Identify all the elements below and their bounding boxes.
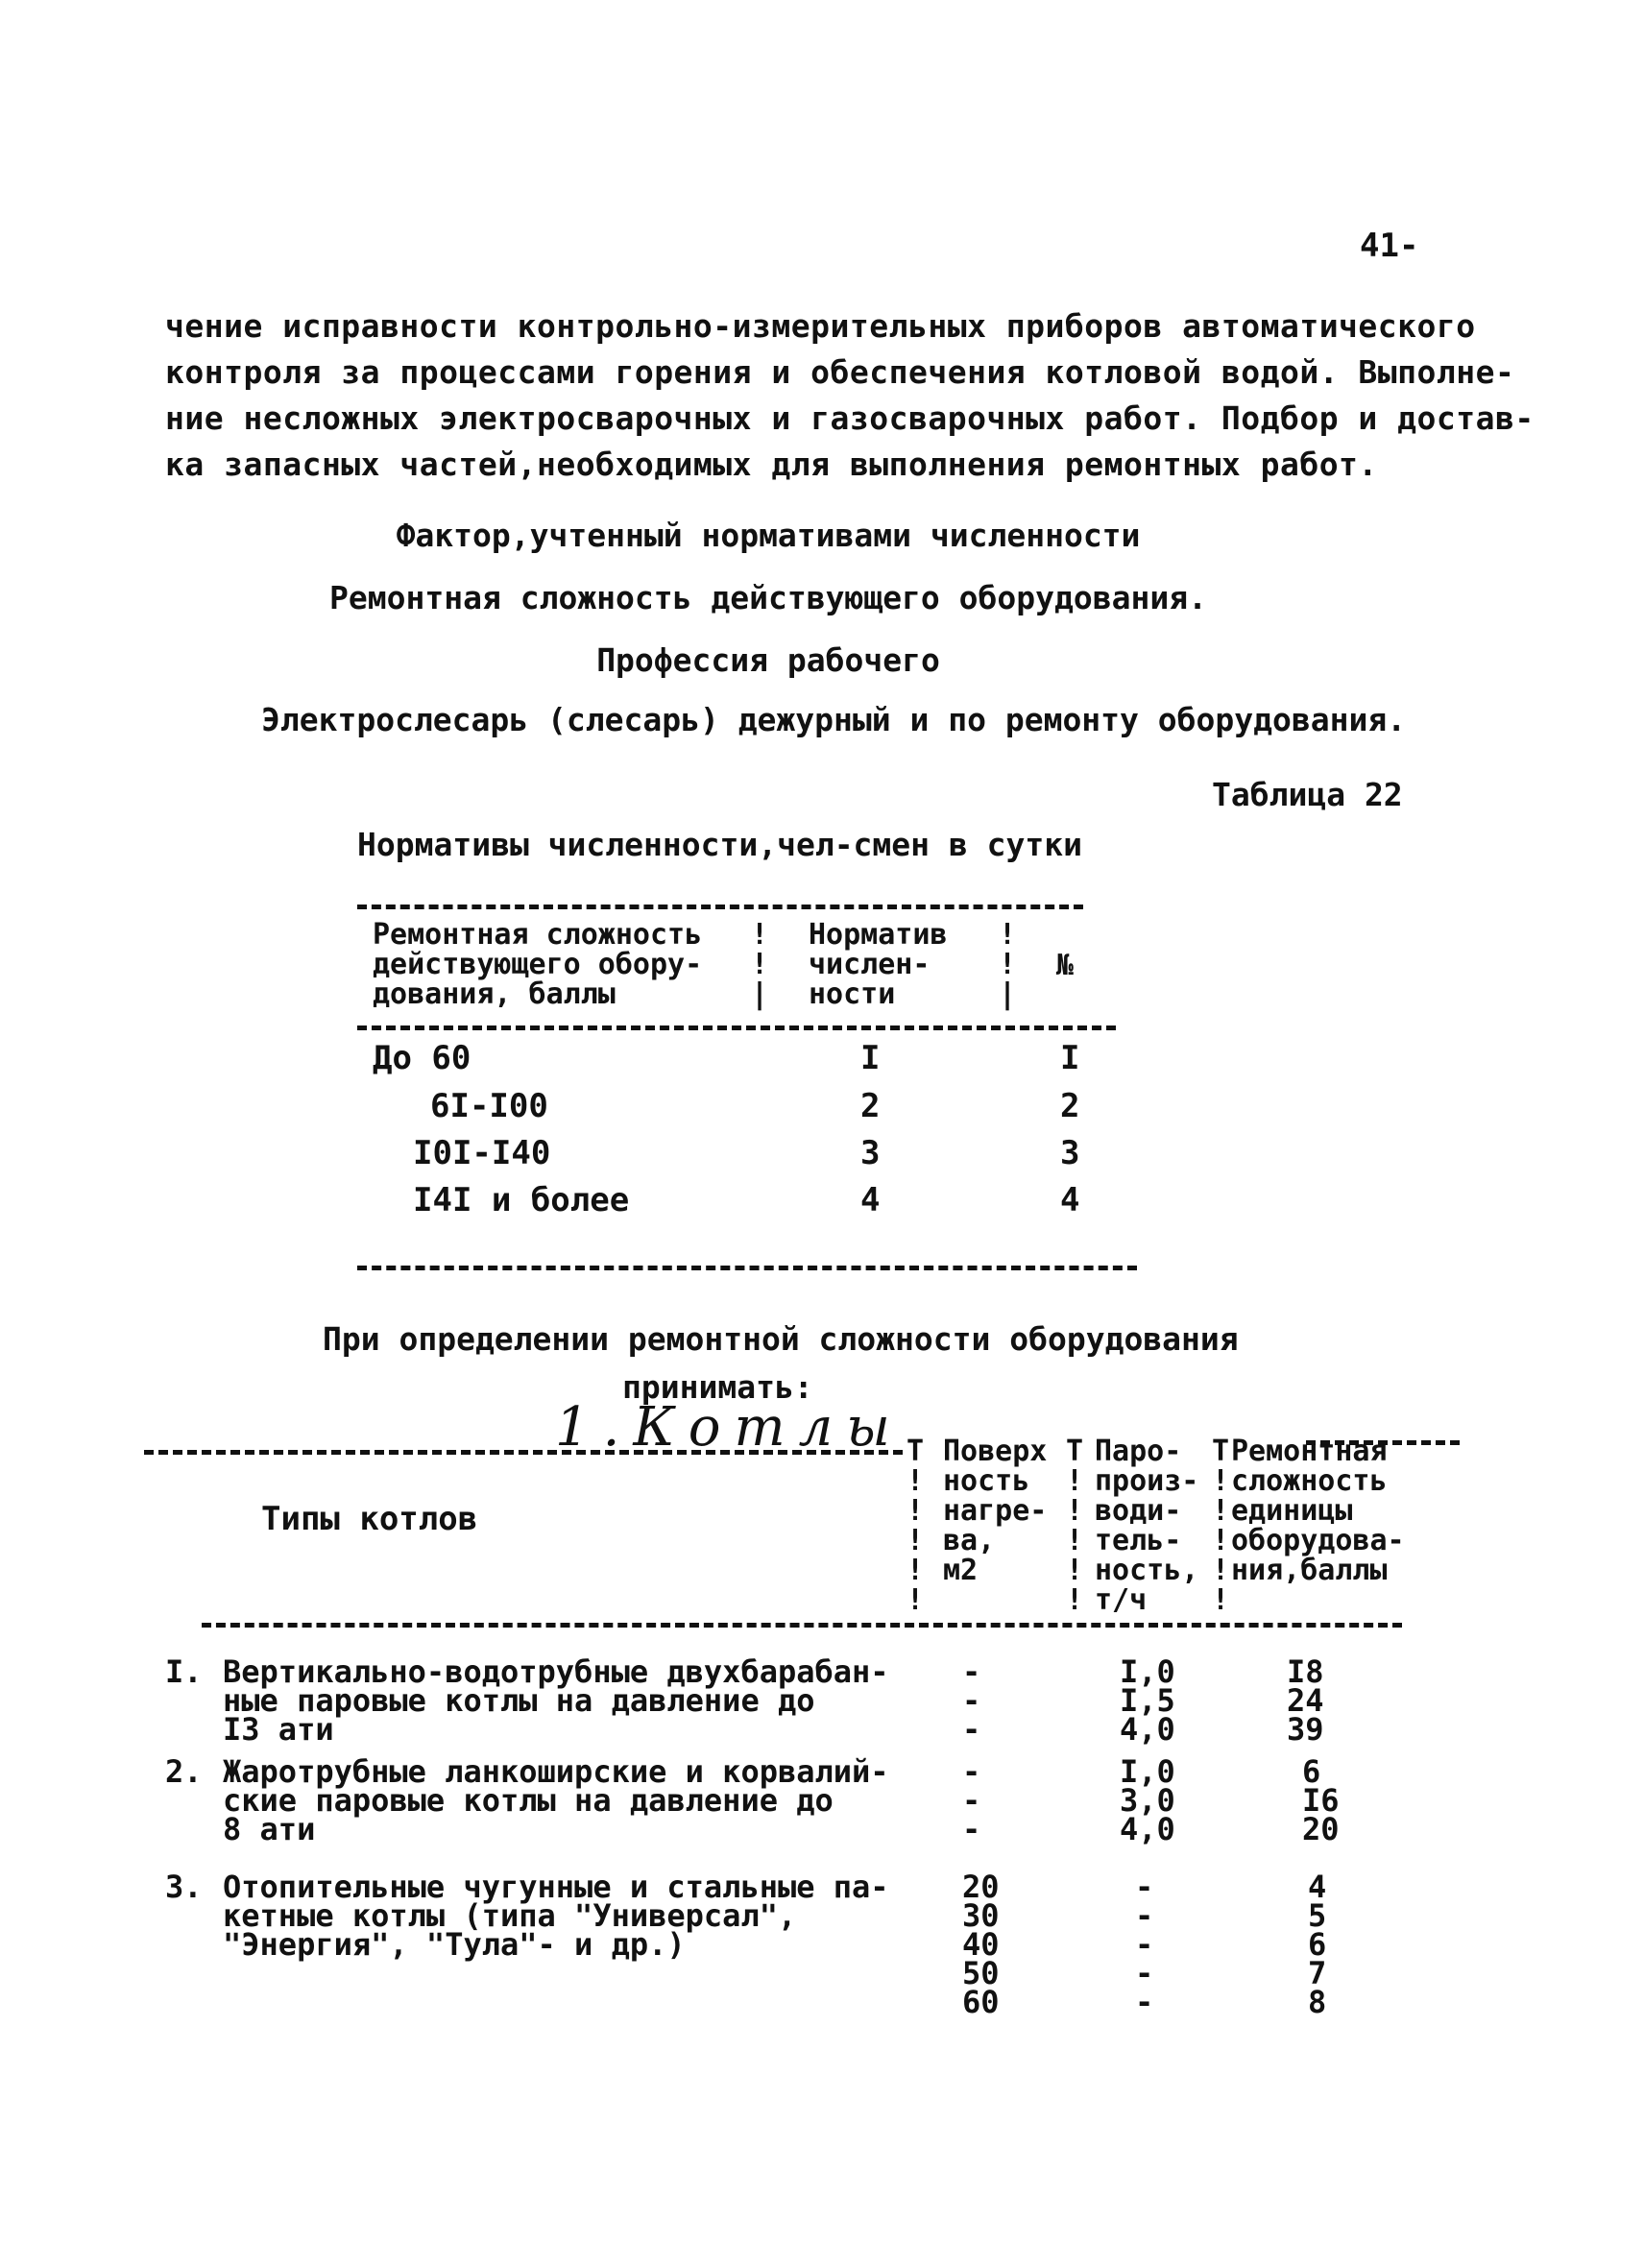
cell-norm: 4 bbox=[860, 1181, 881, 1219]
cell-number: 4 bbox=[1060, 1181, 1080, 1219]
boilers-rule-top bbox=[144, 1450, 903, 1455]
complexity-values: 4 5 6 7 8 bbox=[1308, 1869, 1327, 2020]
row-number: 2. bbox=[165, 1753, 203, 1790]
capacity-values: - - - - - bbox=[1135, 1869, 1154, 2020]
cell-range: I0I-I40 bbox=[413, 1134, 551, 1172]
surface-values: - - - bbox=[962, 1753, 981, 1847]
cell-range: До 60 bbox=[373, 1039, 471, 1077]
header-boiler-type: Типы котлов bbox=[261, 1500, 478, 1538]
page-number: 41- bbox=[1360, 227, 1419, 265]
row-number: I. bbox=[165, 1653, 203, 1690]
factor-title: Фактор,учтенный нормативами численности bbox=[396, 517, 1141, 554]
paragraph-line: контроля за процессами горения и обеспечения котловой водой. Выполне- bbox=[165, 353, 1515, 391]
factor-value: Ремонтная сложность действующего оборудования. bbox=[329, 579, 1207, 616]
column-separator: Т ! ! ! ! ! bbox=[907, 1435, 925, 1617]
paragraph-line: ка запасных частей,необходимых для выполнения ремонтных работ. bbox=[165, 446, 1378, 483]
table-rule-top bbox=[357, 905, 1083, 909]
boiler-type: Отопительные чугунные и стальные па- кетные котлы (типа "Универсал", "Энергия", "Тула"- и др.) bbox=[223, 1869, 889, 1963]
table-rule-bottom bbox=[357, 1266, 1137, 1270]
boiler-type: Вертикально-водотрубные двухбарабан- ные паровые котлы на давление до I3 ати bbox=[223, 1653, 889, 1748]
header-number: № bbox=[1056, 949, 1075, 982]
table-rule-mid bbox=[357, 1025, 1116, 1030]
boilers-rule-mid bbox=[202, 1623, 1402, 1628]
column-separator: Т ! ! ! ! ! bbox=[1066, 1435, 1084, 1617]
capacity-values: I,0 I,5 4,0 bbox=[1120, 1653, 1175, 1748]
header-complexity: Ремонтная сложность единицы оборудова- ния,баллы bbox=[1231, 1435, 1405, 1587]
cell-number: I bbox=[1060, 1039, 1080, 1077]
column-separator: Т ! ! ! ! ! bbox=[1212, 1435, 1230, 1617]
cell-norm: I bbox=[860, 1039, 881, 1077]
column-separator: ! ! | bbox=[751, 918, 769, 1011]
header-norm: Норматив числен- ности bbox=[809, 918, 948, 1011]
table-label: Таблица 22 bbox=[1212, 776, 1403, 813]
table-caption: Нормативы численности,чел-смен в сутки bbox=[357, 826, 1082, 863]
cell-range: 6I-I00 bbox=[430, 1087, 548, 1125]
paragraph-line: чение исправности контрольно-измерительных приборов автоматического bbox=[165, 307, 1476, 345]
complexity-values: I8 24 39 bbox=[1287, 1653, 1324, 1748]
column-separator: ! ! | bbox=[999, 918, 1017, 1011]
note-line: принимать: bbox=[622, 1368, 813, 1406]
boiler-type: Жаротрубные ланкоширские и корвалий- ские паровые котлы на давление до 8 ати bbox=[223, 1753, 889, 1847]
capacity-values: I,0 3,0 4,0 bbox=[1120, 1753, 1175, 1847]
surface-values: 20 30 40 50 60 bbox=[962, 1869, 1000, 2020]
profession-value: Электрослесарь (слесарь) дежурный и по ремонту оборудования. bbox=[261, 701, 1407, 738]
header-capacity: Паро- произ- води- тель- ность, т/ч bbox=[1095, 1435, 1199, 1617]
paragraph-line: ние несложных электросварочных и газосварочных работ. Подбор и достав- bbox=[165, 399, 1535, 437]
row-number: 3. bbox=[165, 1869, 203, 1905]
note-line: При определении ремонтной сложности оборудования bbox=[323, 1320, 1239, 1358]
complexity-values: 6 I6 20 bbox=[1302, 1753, 1340, 1847]
cell-norm: 3 bbox=[860, 1134, 881, 1172]
cell-range: I4I и более bbox=[413, 1181, 630, 1219]
header-repair-complexity: Ремонтная сложность действующего обору- дования, баллы bbox=[373, 918, 703, 1011]
profession-title: Профессия рабочего bbox=[596, 641, 940, 679]
cell-number: 2 bbox=[1060, 1087, 1080, 1125]
cell-norm: 2 bbox=[860, 1087, 881, 1125]
surface-values: - - - bbox=[962, 1653, 981, 1748]
handwritten-heading: 1.Котлы bbox=[555, 1396, 904, 1459]
header-surface: Поверх ность нагре- ва, м2 bbox=[943, 1435, 1048, 1587]
cell-number: 3 bbox=[1060, 1134, 1080, 1172]
